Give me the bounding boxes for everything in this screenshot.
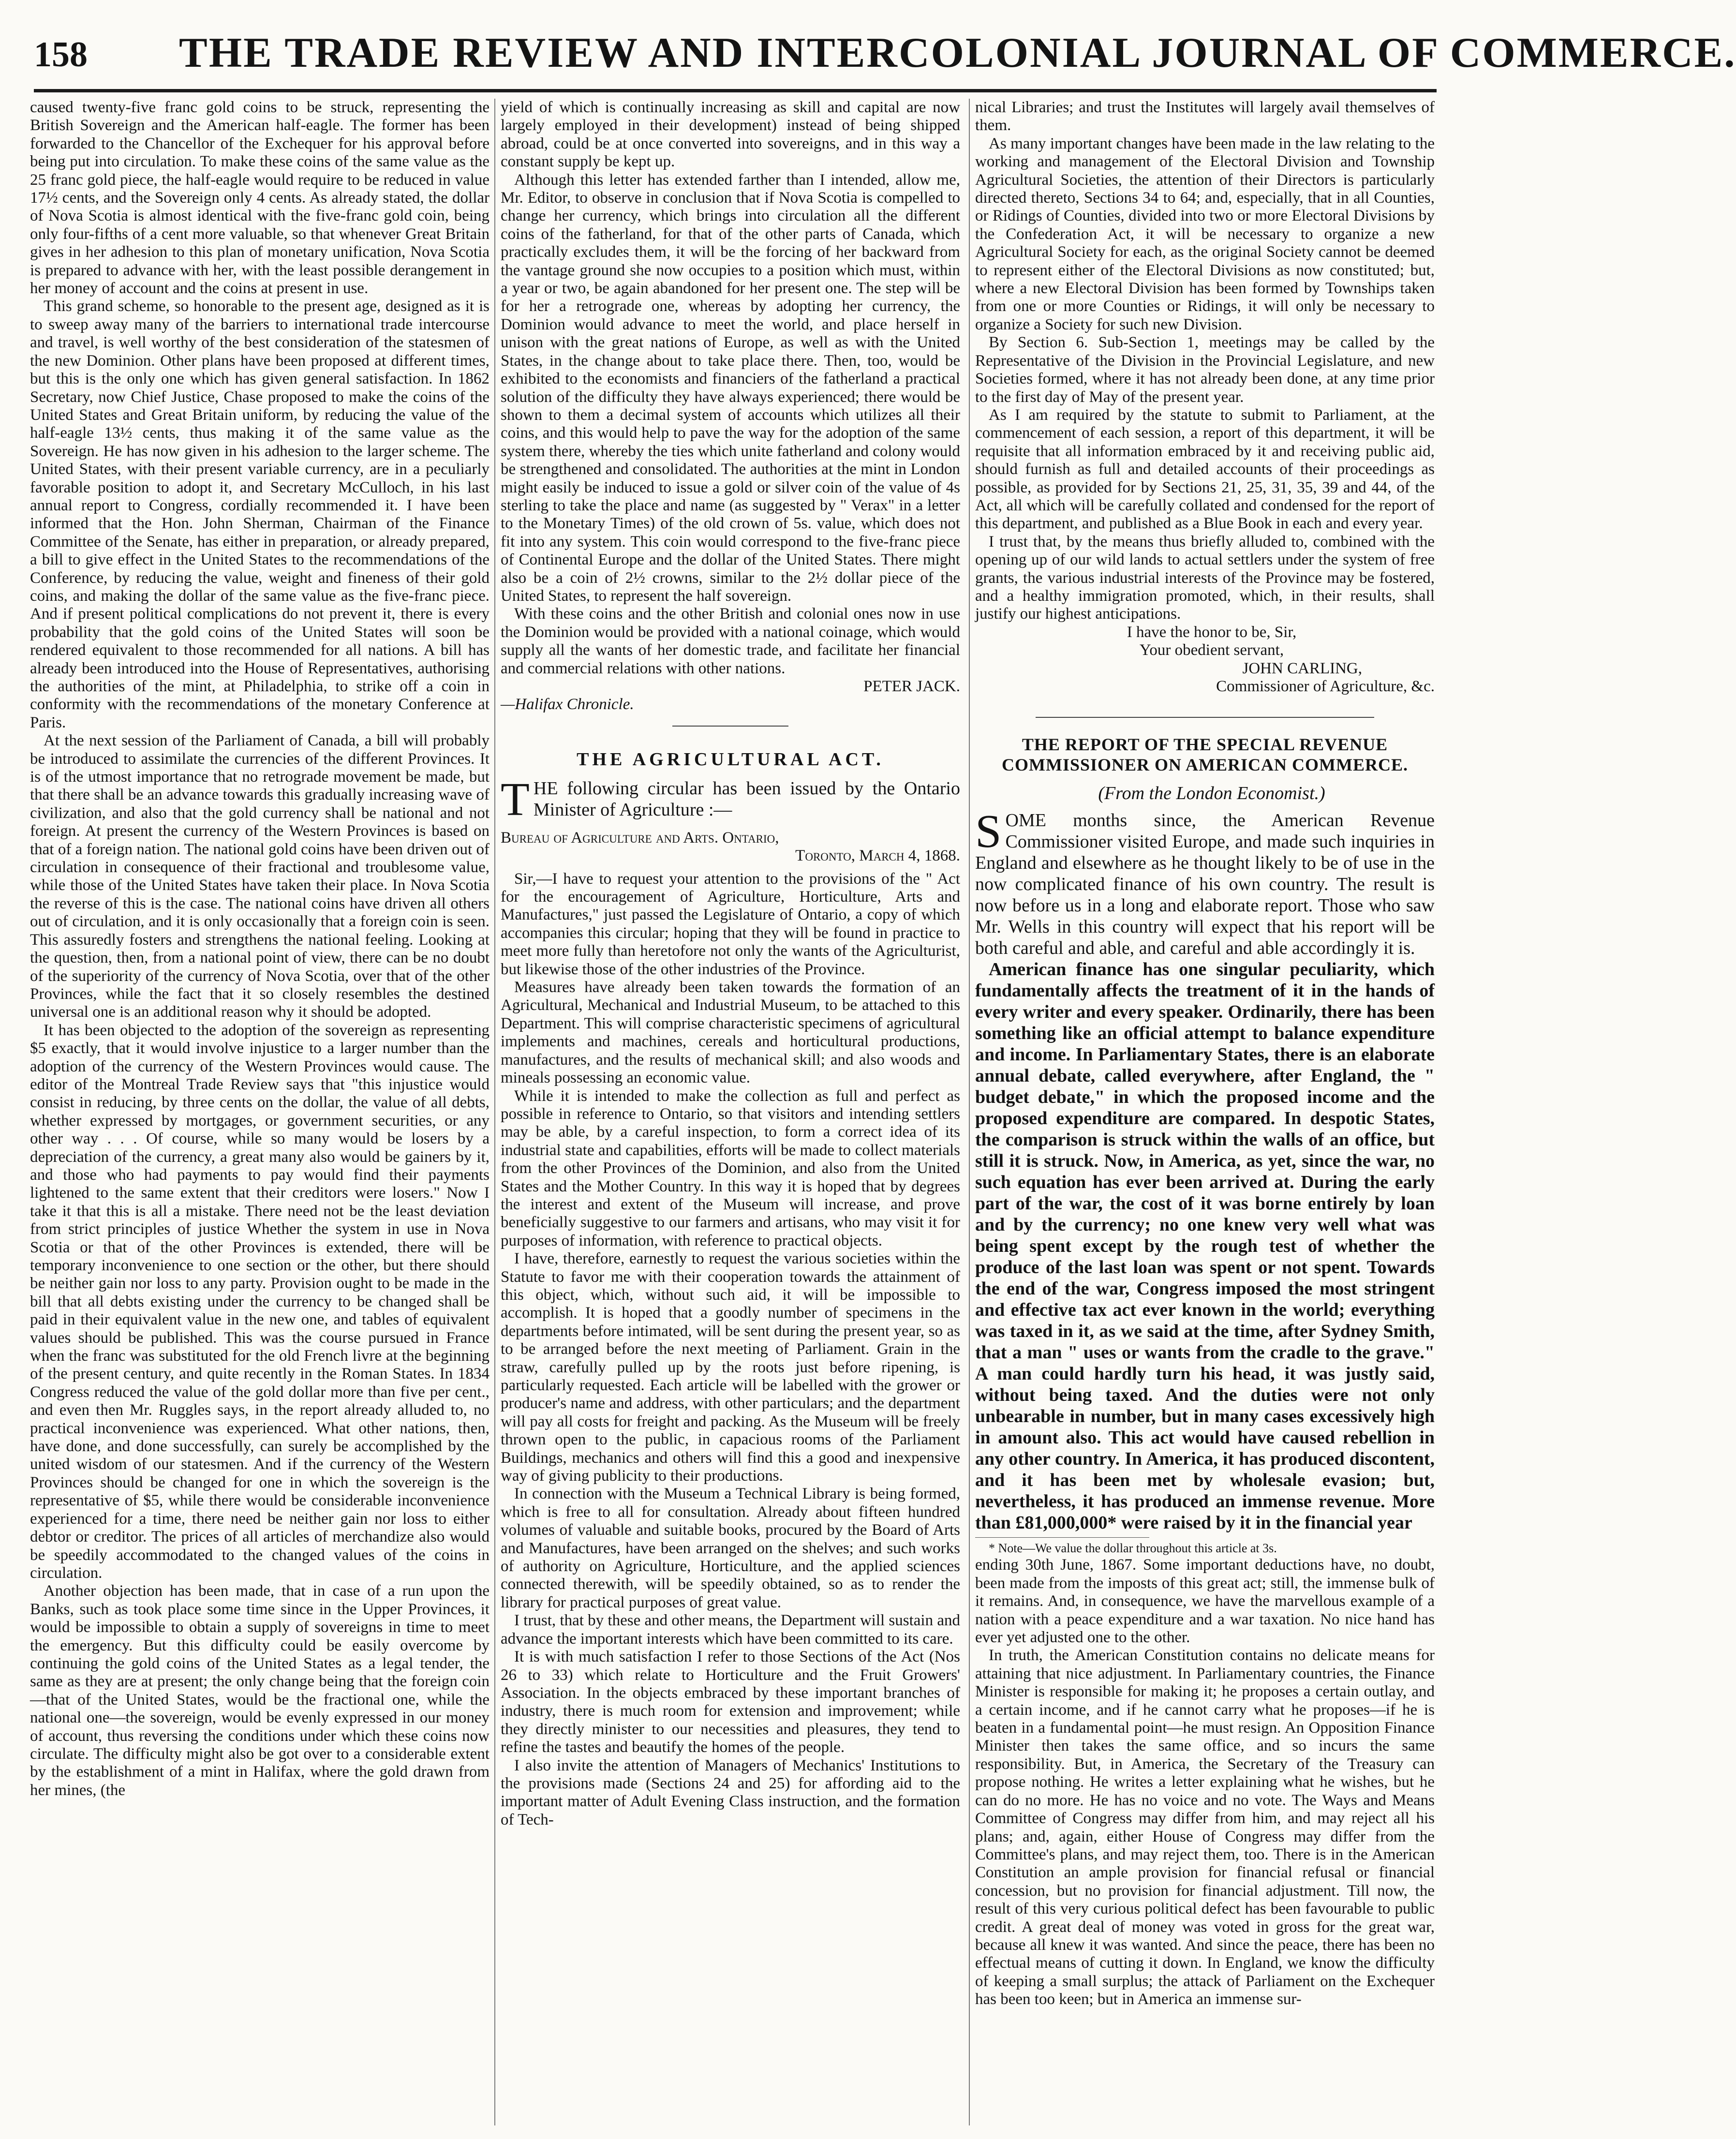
paragraph: Another objection has been made, that in case of a run upon the Banks, such as took place some time since in the Upper Provinces, it would be impossible to obtain a supply of sovereigns in time to meet the emergency. But this difficulty could be easily overcome by continuing the gold coins of the United States as a legal tender, the same as they are at present; the only change being that the foreign coin—that of the United States, would be the fractional one, while the national one—the sovereign, would be evenly expressed in our money of account, thus reversing the conditions under which these coins now circulate. The difficulty might also be got over to a considerable extent by the establishment of a mint in Halifax, where the gold drawn from her mines, (the	[30, 1582, 490, 1799]
paragraph: In truth, the American Constitution contains no delicate means for attaining that nice adjustment. In Parliamentary countries, the Finance Minister is responsible for making it; he proposes a certain outlay, and a certain income, and if he cannot carry what he proposes—if he is beaten in a fundamental point—he must resign. An Opposition Finance Minister then takes the same office, and so incurs the same responsibility. But, in America, the Secretary of the Treasury can propose nothing. He writes a letter explaining what he wishes, but he can do no more. He has no voice and no vote. The Ways and Means Committee of Congress may differ from him, and may reject all his plans; and, again, either House of Congress may differ from the Committee's plans, and may reject them, too. There is in the American Constitution an ample provision for financial refusal or financial concession, but no provision for financial adjustment. Till now, the result of this very curious political defect has been favourable to public credit. A great deal of money was voted in gross for the great war, because all knew it was wanted. And since the peace, there has been no effectual means of cutting it down. In England, we know the difficulty of keeping a small surplus; the attack of Parliament on the Exchequer has been too keen; but in America an immense sur-	[975, 1647, 1435, 2008]
paragraph: yield of which is continually increasing as skill and capital are now largely employed in their development) instead of being shipped abroad, could be at once converted into sovereigns, and in this way a constant supply be kept up.	[501, 99, 960, 171]
paragraph: In connection with the Museum a Technical Library is being formed, which is free to all for consultation. Already about fifteen hundred volumes of valuable and suitable books, procured by the Board of Arts and Manufactures, have been arranged on the shelves; and such works of authority on Agriculture, Horticulture, and the applied sciences connected therewith, will be speedily obtained, so as to render the library for practical purposes of great value.	[501, 1485, 960, 1611]
paragraph: Sir,—I have to request your attention to the provisions of the " Act for the encouragement of Agriculture, Horticulture, Arts and Manufactures," just passed the Legislature of Ontario, a copy of which accompanies this circular; hoping that they will be found in practice to meet more fully than heretofore not only the wants of the Agriculturist, but likewise those of the other industries of the Province.	[501, 870, 960, 978]
column-divider	[494, 99, 495, 2125]
page-header	[34, 30, 1736, 87]
paragraph: By Section 6. Sub-Section 1, meetings may be called by the Representative of the Division in the Provincial Legislature, and new Societies formed, where it has not already been done, at any time prior to the first day of May of the present year.	[975, 334, 1435, 406]
intro-text: OME months since, the American Revenue Commissioner visited Europe, and made such inquiries in England and elsewhere as he thought likely to be of use in the now complicated finance of his own country. The result is now before us in a long and elaborate report. Those who saw Mr. Wells in this country will expect that his report will be both careful and able, and careful and able accordingly it is.	[975, 810, 1435, 959]
signature-title: Commissioner of Agriculture, &c.	[1216, 678, 1435, 695]
section-title: THE AGRICULTURAL ACT.	[577, 749, 884, 770]
intro-text: HE following circular has been issued by the Ontario Minister of Agriculture :—	[533, 778, 960, 820]
closing-line: I have the honor to be, Sir,	[1127, 623, 1297, 641]
paragraph: nical Libraries; and trust the Institutes will largely avail themselves of them.	[975, 99, 1435, 134]
paragraph: It has been objected to the adoption of the sovereign as representing $5 exactly, that it would involve injustice to a larger number than the adoption of the currency of the Western Provinces would cause. The editor of the Montreal Trade Review says that "this injustice would consist in reducing, by three cents on the dollar, the value of all debts, whether expressed by mortgages, or government securities, or any other way . . . Of course, while so many would be losers by a depreciation of the currency, a great many also would be gainers by it, and those who had payments to pay would find their payments lightened to the same extent that their creditors were losers." Now I take it that this is all a mistake. There need not be the least deviation from strict principles of justice Whether the system in use in Nova Scotia or that of the other Provinces is extended, there will be temporary inconvenience to one section or the other, but there should be neither gain nor loss to any party. Provision ought to be made in the bill that all debts existing under the currency to be changed shall be paid in their equivalent value in the new one, and tables of equivalent values should be published. This was the course pursued in France when the franc was substituted for the old French livre at the beginning of the present century, and quite recently in the Roman States. In 1834 Congress reduced the value of the gold dollar more than five per cent., and even then Mr. Ruggles says, in the report already alluded to, no practical inconvenience was experienced. What other nations, then, have done, and done successfully, can surely be accomplished by the united wisdom of our statesmen. And if the currency of the Western Provinces should be changed for one in which the sovereign is the representative of $5, while there would be considerable inconvenience experienced for a time, there need be neither gain nor loss to either debtor or creditor. The prices of all articles of merchandize also would be speedily accommodated to the changed values of the coins in circulation.	[30, 1021, 490, 1582]
column-3	[975, 99, 1435, 2125]
dateline: Bureau of Agriculture and Arts. Ontario,	[501, 829, 779, 847]
paragraph: Although this letter has extended farther than I intended, allow me, Mr. Editor, to observe in conclusion that if Nova Scotia is compelled to change her currency, which brings into circulation all the different coins of the fatherland, for that of the other parts of Canada, which practically excludes them, it will be the forcing of her backward from the vantage ground she now occupies to a position which must, within a year or two, be again abandoned for her present one. The step will be for her a retrograde one, whereas by adopting her currency, the Dominion would advance to meet the world, and place herself in unison with the great nations of Europe, as well as with the United States, in the change about to take place there. Then, too, would be exhibited to the economists and financiers of the fatherland a practical solution of the difficulty they have always experienced; there would be shown to them a decimal system of accounts which utilizes all their coins, and this would help to pave the way for the adoption of the same system there, whereby the ties which unite fatherland and colony would be strengthened and consolidated. The authorities at the mint in London might easily be induced to issue a gold or silver coin of the value of 4s sterling to take the place and name (as suggested by " Verax" in a letter to the Monetary Times) of the old crown of 5s. value, which does not fit into any system. This coin would correspond to the five-franc piece of Continental Europe and the dollar of the United States. There might also be a coin of 2½ crowns, similar to the 2½ dollar piece of the United States, to represent the half sovereign.	[501, 171, 960, 605]
paragraph: I have, therefore, earnestly to request the various societies within the Statute to favor me with their cooperation towards the attainment of this object, which, without such aid, it will be impossible to accomplish. It is hoped that a goodly number of specimens in the departments before intimated, will be sent during the present year, so as to be arranged before the next meeting of Parliament. Grain in the straw, carefully pulled up by the roots just before ripening, is particularly requested. Each article will be labelled with the grower or producer's name and address, with other particulars; and the department will pay all costs for freight and packing. As the Museum will be freely thrown open to the public, in capacious rooms of the Parliament Buildings, mechanics and others will find this a good and inexpensive way of giving publicity to their productions.	[501, 1250, 960, 1485]
signature: PETER JACK.	[863, 678, 960, 695]
header-rule	[34, 89, 1437, 92]
paragraph: ending 30th June, 1867. Some important deductions have, no doubt, been made from the imposts of this great act; still, the immense bulk of it remains. And, in consequence, we have the marvellous example of a nation with a peace expenditure and a war taxation. No nice hand has ever yet adjusted one to the other.	[975, 1556, 1435, 1647]
column-1	[30, 99, 490, 2125]
column-2	[501, 99, 960, 2125]
intro-paragraph	[975, 805, 1435, 959]
paragraph: I trust that, by the means thus briefly alluded to, combined with the opening up of our wild lands to actual settlers under the system of free grants, the various industrial interests of the Province may be fostered, and a healthy immigration promoted, which, in their results, shall justify our highest anticipations.	[975, 533, 1435, 623]
closing-line: Your obedient servant,	[1139, 641, 1284, 659]
article-source: —Halifax Chronicle.	[501, 696, 634, 713]
paragraph: At the next session of the Parliament of Canada, a bill will probably be introduced to assimilate the currencies of the different Provinces. It is of the utmost importance that no retrograde movement be made, but that there shall be an advance towards this gradually increasing wave of civilization, and also that the gold currency shall be national and not foreign. At present the currency of the Western Provinces is based on that of a foreign nation. The national gold coins have been driven out of circulation in consequence of their fractional and troublesome value, while those of the United States have taken their place. In Nova Scotia the reverse of this is the case. The national coins have driven all others out of circulation, and it is only occasionally that a foreign coin is seen. This assuredly fosters and strengthens the national feeling. Looking at the question, then, from a national point of view, there can be no doubt of the superiority of the currency of Nova Scotia, over that of the other Provinces, while the fact that it so closely resembles the destined universal one is an additional reason why it should be adopted.	[30, 732, 490, 1021]
paragraph: American finance has one singular peculiarity, which fundamentally affects the treatment of it in the hands of every writer and every speaker. Ordinarily, there has been something like an official attempt to balance expenditure and income. In Parliamentary States, there is an elaborate annual debate, called everywhere, after England, the " budget debate," in which the proposed income and the proposed expenditure are compared. In despotic States, the comparison is struck within the walls of an office, but still it is struck. Now, in America, as yet, since the war, no such equation has ever been arrived at. During the early part of the war, the cost of it was borne entirely by loan and by the currency; no one knew very well what was being spent except by the rough test of whether the produce of the last loan was spent or not spent. Towards the end of the war, Congress imposed the most stringent and effective tax act ever known in the world; everything was taxed in it, as we said at the time, after Sydney Smith, that a man " uses or wants from the cradle to the grave." A man could hardly turn his head, it was justly said, without being taxed. And the duties were not only unbearable in number, but in many cases excessively high in amount also. This act would have caused rebellion in any other country. In America, it has produced discontent, and it has been met by wholesale evasion; but, nevertheless, it has produced an immense revenue. More than £81,000,000* were raised by it in the financial year	[975, 959, 1435, 1533]
column-divider	[969, 99, 970, 2125]
paragraph: While it is intended to make the collection as full and perfect as possible in reference to Ontario, so that visitors and intending settlers may be able, by a careful inspection, to form a correct idea of its industrial state and capabilities, efforts will be made to collect materials from the other Provinces of the Dominion, and also from the United States and the Mother Country. In this way it is hoped that by degrees the interest and extent of the Museum will increase, and prove beneficially suggestive to our farmers and artisans, who may visit it for purposes of information, with reference to practical objects.	[501, 1087, 960, 1249]
paragraph: I also invite the attention of Managers of Mechanics' Institutions to the provisions made (Sections 24 and 25) for affording aid to the important matter of Adult Evening Class instruction, and the formation of Tech-	[501, 1756, 960, 1828]
footnote: * Note—We value the dollar throughout this article at 3s.	[989, 1541, 1277, 1556]
section-title: THE REPORT OF THE SPECIAL REVENUE COMMISSIONER ON AMERICAN COMMERCE.	[1001, 735, 1408, 775]
paragraph: Measures have already been taken towards the formation of an Agricultural, Mechanical and Industrial Museum, to be attached to this Department. This will comprise characteristic specimens of agricultural implements and machines, cereals and horticultural productions, manufactures, and the results of mechanical skill; and also woods and mineals possessing an economic value.	[501, 979, 960, 1087]
drop-cap: S	[975, 805, 1002, 858]
page-number: 158	[34, 35, 88, 74]
footnote-rule	[975, 1537, 1149, 1541]
section-rule	[1036, 717, 1374, 718]
article-source: (From the London Economist.)	[1098, 783, 1325, 804]
dateline: Toronto, March 4, 1868.	[795, 847, 960, 865]
paragraph: With these coins and the other British and colonial ones now in use the Dominion would be provided with a national coinage, which would supply all the wants of her domestic trade, and facilitate her financial and commercial relations with other nations.	[501, 605, 960, 677]
drop-cap: T	[501, 773, 530, 826]
intro-paragraph	[501, 773, 960, 826]
section-rule	[672, 726, 788, 727]
paragraph: As I am required by the statute to submit to Parliament, at the commencement of each session, a report of this department, it will be requisite that all information embraced by it and receiving public aid, should furnish as full and detailed accounts of their proceedings as possible, as provided for by Sections 21, 25, 31, 35, 39 and 44, of the Act, all which will be carefully collated and condensed for the report of this department, and published as a Blue Book in each and every year.	[975, 406, 1435, 533]
paragraph: I trust, that by these and other means, the Department will sustain and advance the important interests which have been committed to its care.	[501, 1612, 960, 1648]
paragraph: As many important changes have been made in the law relating to the working and management of the Electoral Division and Township Agricultural Societies, the attention of their Directors is particularly directed thereto, Sections 34 to 64; and, especially, that in all Counties, or Ridings of Counties, divided into two or more Electoral Divisions by the Confederation Act, it will be necessary to organize a new Agricultural Society for each, as the original Society cannot be deemed to represent either of the Electoral Divisions as now constituted; but, where a new Electoral Division has been formed by Townships taken from one or more Counties or Ridings, it will only be necessary to organize a Society for such new Division.	[975, 134, 1435, 333]
signature: JOHN CARLING,	[1242, 659, 1362, 677]
paragraph: caused twenty-five franc gold coins to be struck, representing the British Sovereign and the American half-eagle. The former has been forwarded to the Chancellor of the Exchequer for his approval before being put into circulation. To make these coins of the same value as the 25 franc gold piece, the half-eagle would require to be reduced in value 17½ cents, and the Sovereign only 4 cents. As already stated, the dollar of Nova Scotia is almost identical with the five-franc gold coin, being only four-fifths of a cent more valuable, so that whenever Great Britain gives in her adhesion to this plan of monetary unification, Nova Scotia is prepared to advance with her, with the least possible derangement in her money of account and the coins at present in use.	[30, 99, 490, 297]
paragraph: This grand scheme, so honorable to the present age, designed as it is to sweep away many of the barriers to international trade intercourse and travel, is well worthy of the best consideration of the statesmen of the new Dominion. Other plans have been proposed at different times, but this is the only one which has given general satisfaction. In 1862 Secretary, now Chief Justice, Chase proposed to make the coins of the United States and Great Britain uniform, by reducing the value of the half-eagle 13½ cents, thus making it of the same value as the Sovereign. He has now given in his adhesion to the larger scheme. The United States, with their present variable currency, are in a peculiarly favorable position to adopt it, and Secretary McCulloch, in his last annual report to Congress, cordially recommended it. I have been informed that the Hon. John Sherman, Chairman of the Finance Committee of the Senate, has either in preparation, or already prepared, a bill to give effect in the United States to the recommendations of the Conference, by reducing the value, weight and fineness of their gold coins, and making the dollar of the same value as the five-franc piece. And if present political complications do not prevent it, there is every probability that the gold coins of the United States will soon be rendered equivalent to those recommended for all nations. A bill has already been introduced into the House of Representatives, authorising the authorities of the mint, at Philadelphia, to strike off a coin in conformity with the recommendations of the monetary Conference at Paris.	[30, 297, 490, 731]
journal-title: THE TRADE REVIEW AND INTERCOLONIAL JOURNAL OF COMMERCE.	[179, 30, 1736, 76]
paragraph: It is with much satisfaction I refer to those Sections of the Act (Nos 26 to 33) which relate to Horticulture and the Fruit Growers' Association. In the objects embraced by these important branches of industry, there is much room for extension and improvement; while they directly minister to our necessities and pleasures, they tend to refine the tastes and beautify the homes of the people.	[501, 1648, 960, 1756]
